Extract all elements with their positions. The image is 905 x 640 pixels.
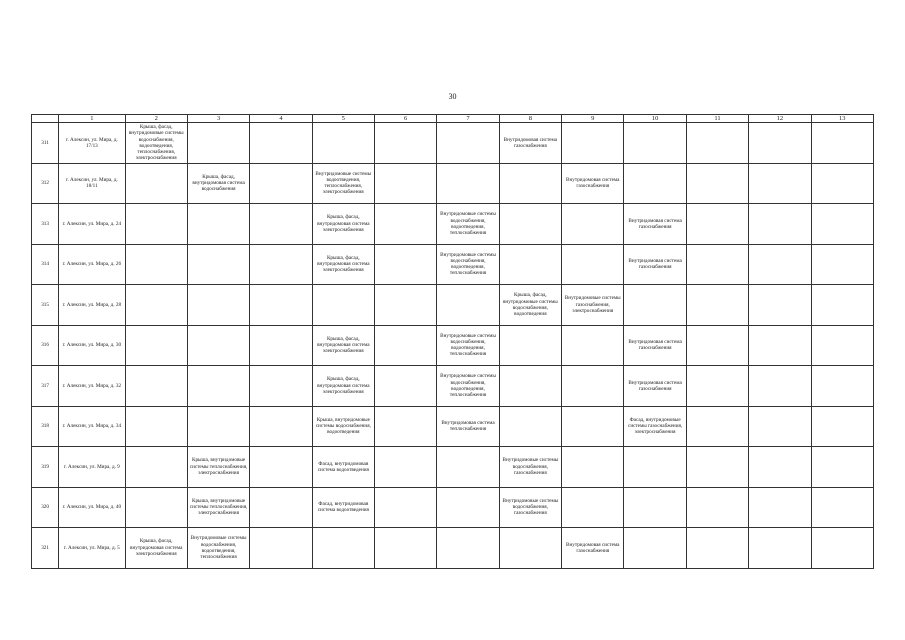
row-number: 315 <box>32 285 59 326</box>
work-cell <box>374 366 436 407</box>
work-cell <box>312 285 374 326</box>
work-cell <box>562 487 624 528</box>
work-text: Внутридомовые системы водоснабжения, водоотведения, теплоснабжения <box>190 535 247 560</box>
work-cell <box>250 163 312 204</box>
address-text: г. Алексин, ул. Мира, д. 24 <box>62 220 122 227</box>
work-cell <box>125 123 187 164</box>
work-cell <box>187 163 249 204</box>
work-cell <box>374 123 436 164</box>
work-cell <box>499 447 561 488</box>
page-number: 30 <box>448 92 457 101</box>
address-cell <box>59 406 125 447</box>
work-cell <box>749 123 811 164</box>
column-header: 2 <box>125 115 187 123</box>
address-cell <box>59 163 125 204</box>
work-text: Внутридомовые системы водоснабжения, водоотведения, теплоснабжения <box>440 373 496 398</box>
work-cell <box>686 366 748 407</box>
work-cell <box>499 487 561 528</box>
work-cell <box>562 123 624 164</box>
work-text: Крыша, фасад, внутридомовая система электроснабжения <box>317 376 370 395</box>
work-text: Внутридомовая система теплоснабжения <box>441 420 495 433</box>
work-cell <box>624 447 686 488</box>
work-text: Внутридомовая система газоснабжения <box>628 339 682 352</box>
address-cell <box>59 447 125 488</box>
work-cell <box>437 366 499 407</box>
table-row <box>32 244 874 285</box>
work-cell <box>437 285 499 326</box>
work-cell <box>250 244 312 285</box>
work-cell <box>125 366 187 407</box>
work-cell <box>811 528 874 569</box>
work-text: Внутридомовые системы водоснабжения, водоотведения, теплоснабжения <box>440 332 496 358</box>
work-cell <box>562 366 624 407</box>
address-cell <box>59 325 125 366</box>
work-cell <box>374 325 436 366</box>
row-number: 317 <box>32 366 59 407</box>
work-text: Внутридомовые системы водоснабжения, водоотведения, теплоснабжения <box>440 251 496 277</box>
address-text: г. Алексин, ул. Мира, д. 34 <box>62 423 122 430</box>
work-cell <box>624 204 686 245</box>
work-cell <box>312 123 374 164</box>
work-cell <box>749 204 811 245</box>
work-cell <box>624 285 686 326</box>
table-body <box>32 123 874 569</box>
work-cell <box>624 366 686 407</box>
work-cell <box>250 447 312 488</box>
work-cell <box>499 528 561 569</box>
work-cell <box>250 528 312 569</box>
work-text: Крыша, фасад, внутридомовая система электроснабжения <box>130 538 183 557</box>
work-cell <box>312 406 374 447</box>
address-cell <box>59 123 125 164</box>
table-row <box>32 487 874 528</box>
work-cell <box>125 244 187 285</box>
work-cell <box>499 163 561 204</box>
work-cell <box>312 447 374 488</box>
column-header: 6 <box>374 115 436 123</box>
work-cell <box>187 366 249 407</box>
work-cell <box>499 123 561 164</box>
address-cell <box>59 285 125 326</box>
work-cell <box>686 285 748 326</box>
table-row <box>32 528 874 569</box>
work-cell <box>125 163 187 204</box>
column-header: 5 <box>312 115 374 123</box>
table-row <box>32 285 874 326</box>
row-number: 318 <box>32 406 59 447</box>
work-cell <box>624 123 686 164</box>
work-text: Фасад, внутридомовая система водоотведения <box>317 501 369 514</box>
address-text: г. Алексин, ул. Мира, д. 17/13 <box>65 136 118 149</box>
address-text: г. Алексин, ул. Мира, д. 32 <box>62 382 122 389</box>
work-cell <box>749 325 811 366</box>
work-text: Крыша, фасад, внутридомовые системы водоснабжения, водоотведения, теплоснабжения, электроснабжения <box>128 124 184 162</box>
work-cell <box>125 285 187 326</box>
work-cell <box>811 325 874 366</box>
work-cell <box>250 285 312 326</box>
work-cell <box>749 244 811 285</box>
work-cell <box>686 487 748 528</box>
work-text: Внутридомовые системы водоснабжения, водоотведения, теплоснабжения <box>440 211 496 236</box>
column-header: 1 <box>59 115 125 123</box>
work-cell <box>811 406 874 447</box>
work-cell <box>250 487 312 528</box>
work-cell <box>250 366 312 407</box>
work-text: Внутридомовая система газоснабжения <box>566 177 620 190</box>
work-cell <box>562 244 624 285</box>
work-cell <box>125 487 187 528</box>
row-number: 311 <box>32 123 59 164</box>
work-text: Крыша, фасад, внутридомовые системы водоснабжения, водоотведения <box>502 292 558 317</box>
work-cell <box>499 285 561 326</box>
address-text: г. Алексин, ул. Мира, д. 40 <box>62 504 122 511</box>
work-text: Крыша, фасад, внутридомовая система водоснабжения <box>192 173 245 193</box>
table-row <box>32 447 874 488</box>
work-text: Крыша, внутридомовые системы теплоснабжения, электроснабжения <box>189 497 248 517</box>
work-cell <box>437 528 499 569</box>
table-row <box>32 163 874 204</box>
work-cell <box>749 406 811 447</box>
work-cell <box>250 406 312 447</box>
row-number: 319 <box>32 447 59 488</box>
work-cell <box>811 163 874 204</box>
address-text: г. Алексин, ул. Мира, д. 30 <box>62 342 122 349</box>
work-text: Крыша, фасад, внутридомовая система электроснабжения <box>317 254 370 274</box>
work-cell <box>374 163 436 204</box>
work-text: Крыша, фасад, внутридомовая система электроснабжения <box>317 214 370 233</box>
column-header: 10 <box>624 115 686 123</box>
work-cell <box>437 244 499 285</box>
address-text: г. Алексин, ул. Мира, д. 28 <box>62 301 122 308</box>
work-cell <box>686 528 748 569</box>
work-cell <box>125 406 187 447</box>
work-cell <box>187 244 249 285</box>
work-cell <box>562 163 624 204</box>
work-cell <box>187 285 249 326</box>
work-cell <box>624 325 686 366</box>
work-cell <box>811 366 874 407</box>
work-cell <box>312 487 374 528</box>
work-cell <box>374 406 436 447</box>
address-text: г. Алексин, ул. Мира, д. 5 <box>63 544 120 551</box>
column-header: 3 <box>187 115 249 123</box>
repair-schedule-table <box>31 114 874 569</box>
work-text: Фасад, внутридомовая система водоотведения <box>317 460 369 473</box>
work-cell <box>312 244 374 285</box>
work-text: Внутридомовые системы газоснабжения, электроснабжения <box>564 295 621 314</box>
work-cell <box>437 163 499 204</box>
work-cell <box>499 325 561 366</box>
address-cell <box>59 204 125 245</box>
work-cell <box>749 285 811 326</box>
address-text: г. Алексин, ул. Мира, д. 26 <box>62 261 122 268</box>
work-text: Внутридомовая система газоснабжения <box>628 379 682 392</box>
work-cell <box>624 487 686 528</box>
work-cell <box>811 204 874 245</box>
row-number: 316 <box>32 325 59 366</box>
work-cell <box>437 123 499 164</box>
work-cell <box>125 204 187 245</box>
work-cell <box>374 244 436 285</box>
work-cell <box>686 204 748 245</box>
work-cell <box>187 204 249 245</box>
work-cell <box>749 447 811 488</box>
work-cell <box>624 163 686 204</box>
column-header: 9 <box>562 115 624 123</box>
column-header: 8 <box>499 115 561 123</box>
work-text: Крыша, внутридомовые системы теплоснабжения, электроснабжения <box>189 457 248 476</box>
column-header: 12 <box>749 115 811 123</box>
work-cell <box>686 325 748 366</box>
work-text: Внутридомовые системы водоснабжения, газоснабжения <box>502 497 559 517</box>
work-cell <box>187 487 249 528</box>
work-text: Внутридомовые системы водоснабжения, газоснабжения <box>502 457 559 476</box>
work-cell <box>811 244 874 285</box>
work-cell <box>374 204 436 245</box>
work-cell <box>562 528 624 569</box>
work-cell <box>187 528 249 569</box>
address-cell <box>59 366 125 407</box>
work-cell <box>312 204 374 245</box>
table-row <box>32 204 874 245</box>
work-cell <box>437 406 499 447</box>
work-cell <box>125 325 187 366</box>
work-cell <box>811 285 874 326</box>
work-cell <box>437 487 499 528</box>
column-header: 11 <box>686 115 748 123</box>
row-number: 321 <box>32 528 59 569</box>
work-cell <box>624 406 686 447</box>
column-header: 7 <box>437 115 499 123</box>
work-text: Внутридомовая система газоснабжения <box>503 136 558 149</box>
header-row <box>32 115 874 123</box>
work-cell <box>499 244 561 285</box>
address-text: г. Алексин, ул. Мира, д. 9 <box>63 463 120 470</box>
work-cell <box>187 406 249 447</box>
row-number: 314 <box>32 244 59 285</box>
work-cell <box>499 406 561 447</box>
work-cell <box>562 447 624 488</box>
address-text: г. Алексин, ул. Мира, д. 18/11 <box>65 177 118 190</box>
work-cell <box>312 528 374 569</box>
work-cell <box>374 285 436 326</box>
work-cell <box>811 447 874 488</box>
row-number: 313 <box>32 204 59 245</box>
work-cell <box>562 204 624 245</box>
work-cell <box>312 163 374 204</box>
address-cell <box>59 528 125 569</box>
row-number: 312 <box>32 163 59 204</box>
work-cell <box>374 487 436 528</box>
work-cell <box>312 325 374 366</box>
work-cell <box>562 325 624 366</box>
work-cell <box>811 123 874 164</box>
work-cell <box>250 204 312 245</box>
work-cell <box>624 244 686 285</box>
work-cell <box>125 447 187 488</box>
work-text: Внутридомовая система газоснабжения <box>566 541 620 554</box>
work-cell <box>686 406 748 447</box>
work-cell <box>374 528 436 569</box>
work-text: Внутридомовая система газоснабжения <box>628 217 682 230</box>
work-cell <box>686 447 748 488</box>
address-cell <box>59 244 125 285</box>
column-header <box>32 115 59 123</box>
work-text: Крыша, внутридомовые системы водоснабжения, водоотведения <box>315 416 371 436</box>
work-cell <box>749 528 811 569</box>
work-cell <box>250 325 312 366</box>
work-cell <box>312 366 374 407</box>
work-cell <box>187 447 249 488</box>
address-cell <box>59 487 125 528</box>
work-cell <box>686 123 748 164</box>
table-row <box>32 406 874 447</box>
work-cell <box>437 325 499 366</box>
work-cell <box>749 163 811 204</box>
work-cell <box>187 123 249 164</box>
work-cell <box>187 325 249 366</box>
work-text: Внутридомовая система газоснабжения <box>628 258 682 271</box>
work-text: Крыша, фасад, внутридомовая система электроснабжения <box>317 335 370 355</box>
work-cell <box>686 244 748 285</box>
work-cell <box>250 123 312 164</box>
work-cell <box>686 163 748 204</box>
table-row <box>32 366 874 407</box>
work-cell <box>437 447 499 488</box>
work-cell <box>624 528 686 569</box>
work-cell <box>499 204 561 245</box>
row-number: 320 <box>32 487 59 528</box>
work-cell <box>562 406 624 447</box>
column-header: 4 <box>250 115 312 123</box>
work-text: Фасад, внутридомовые системы газоснабжения, электроснабжения <box>628 416 683 436</box>
work-cell <box>374 447 436 488</box>
column-header: 13 <box>811 115 874 123</box>
work-text: Внутридомовые системы водоотведения, теплоснабжения, электроснабжения <box>315 170 372 196</box>
work-cell <box>437 204 499 245</box>
work-cell <box>749 487 811 528</box>
work-cell <box>811 487 874 528</box>
work-cell <box>749 366 811 407</box>
table-row <box>32 325 874 366</box>
work-cell <box>125 528 187 569</box>
work-cell <box>499 366 561 407</box>
table-row <box>32 123 874 164</box>
work-cell <box>562 285 624 326</box>
